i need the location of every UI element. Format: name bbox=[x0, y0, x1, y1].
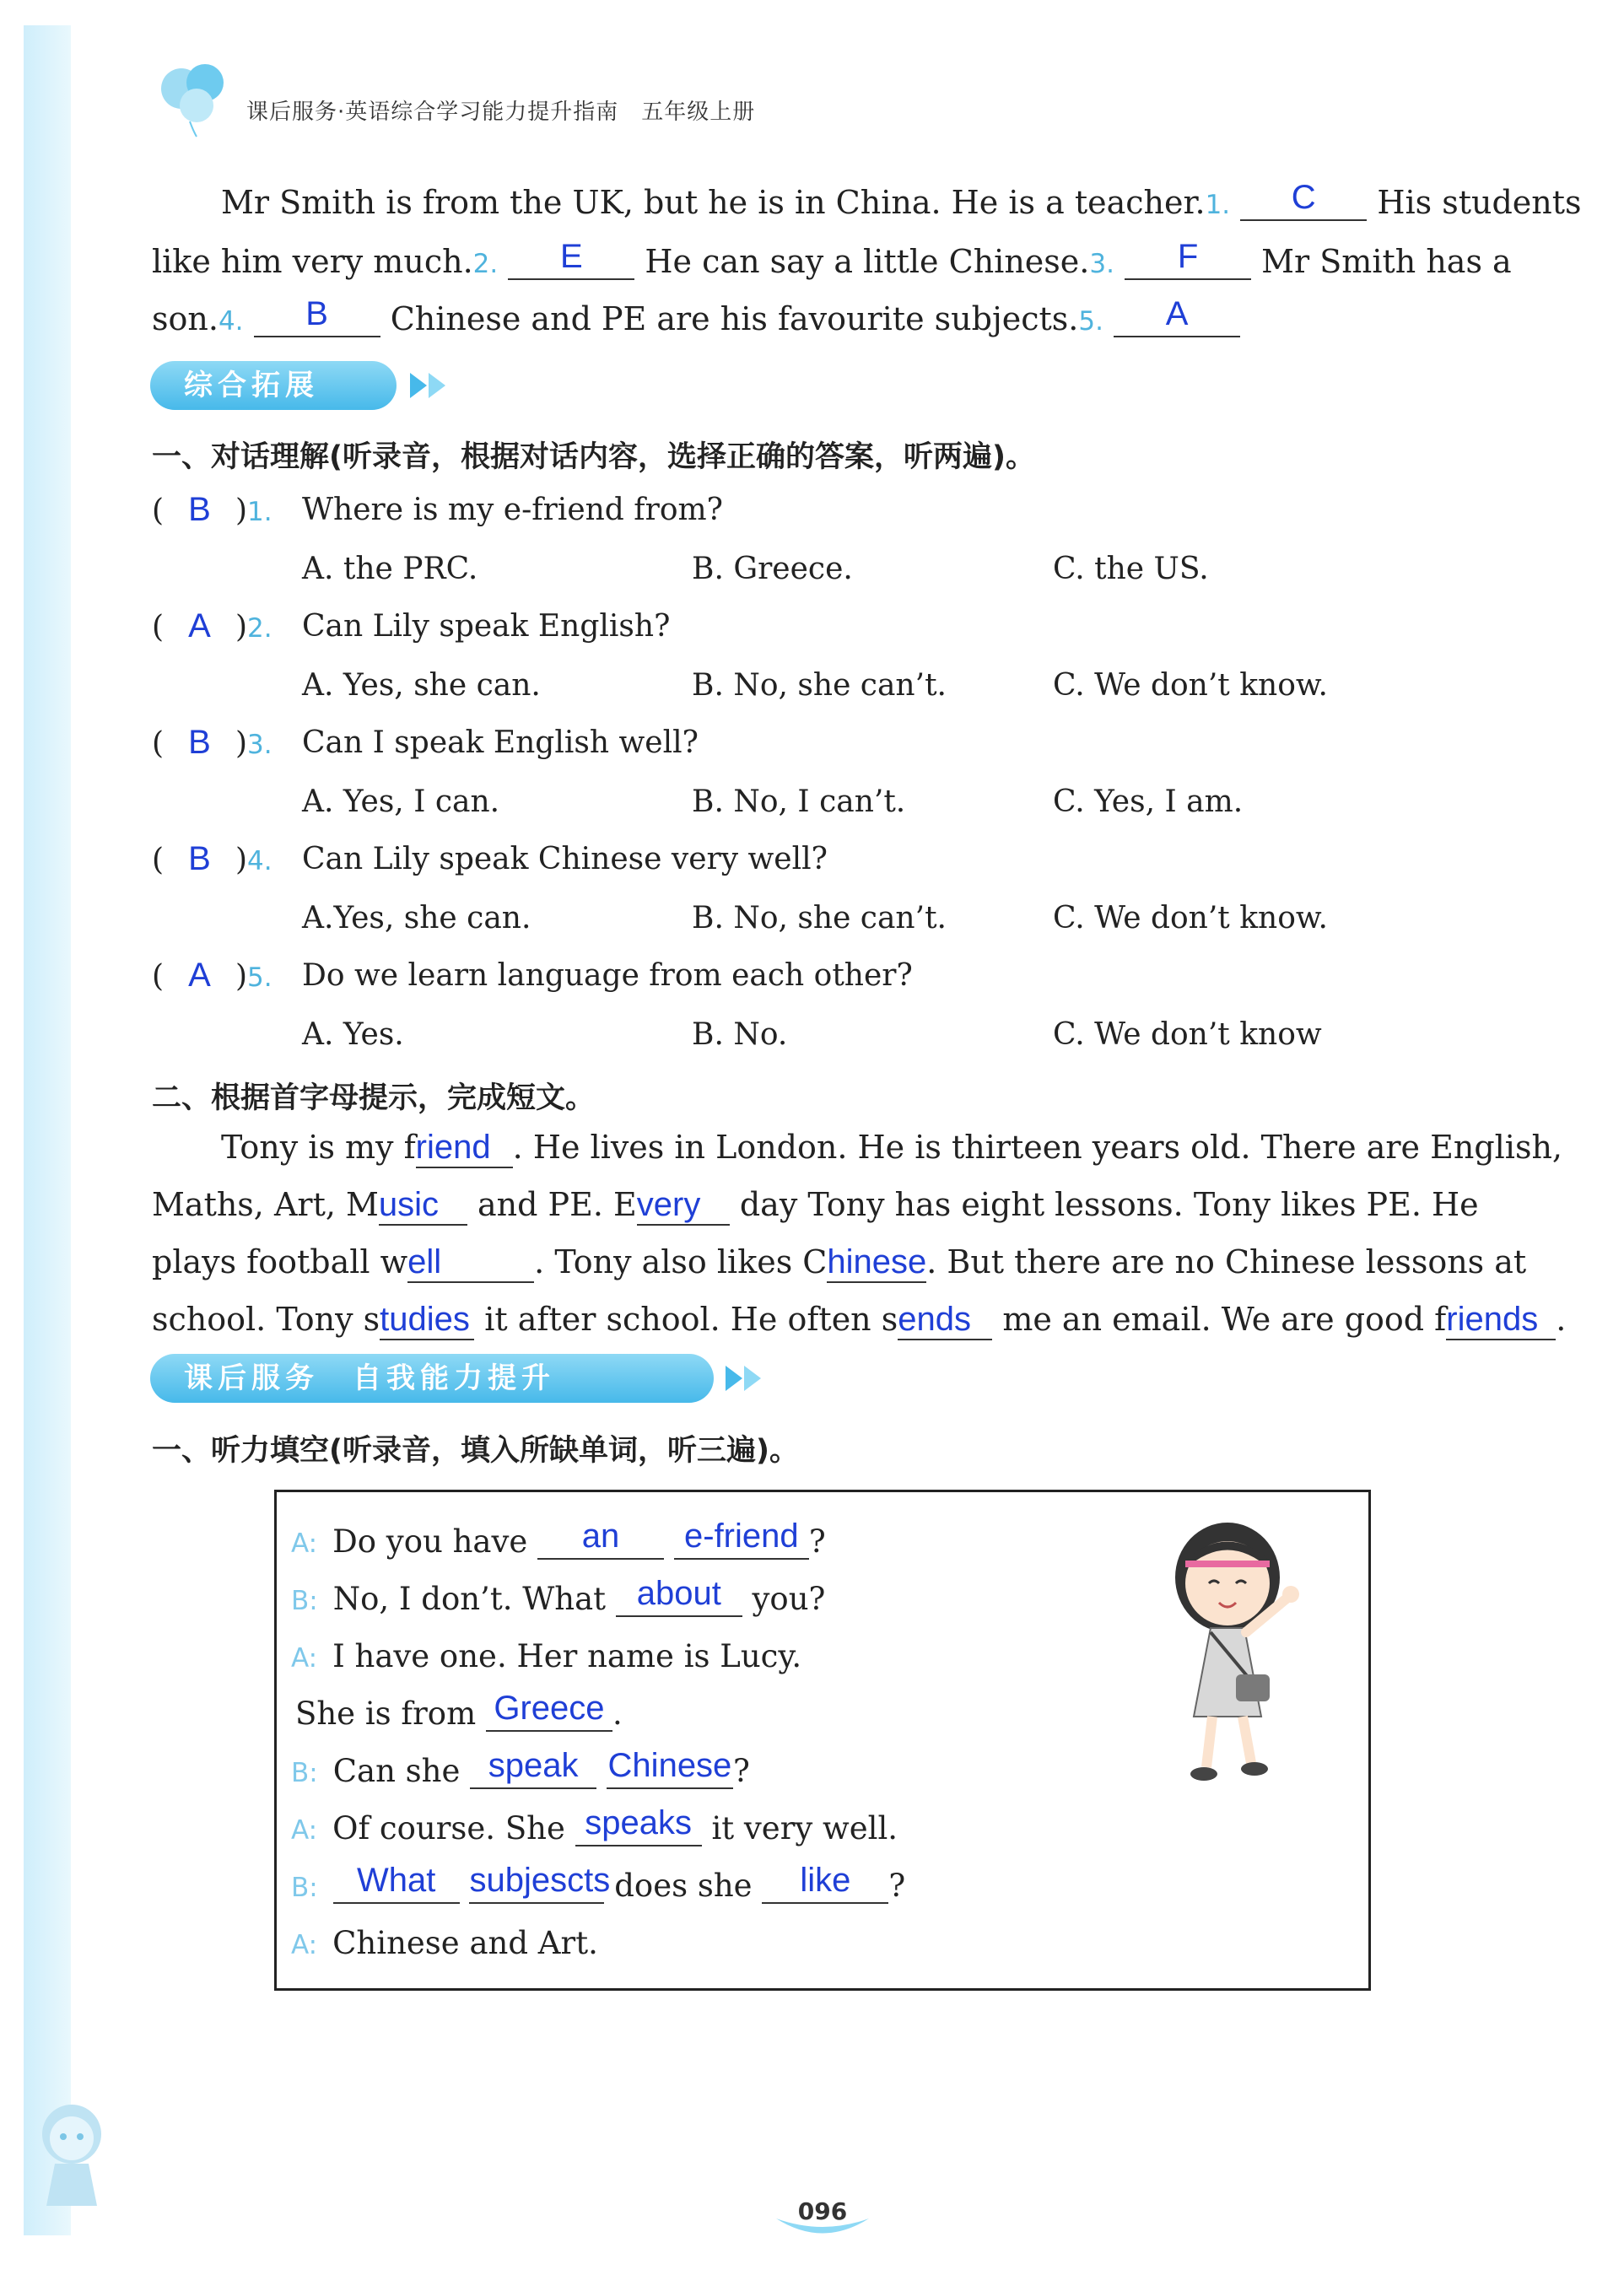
dialog-line-3: A: I have one. Her name is Lucy. bbox=[291, 1638, 802, 1674]
dialog-line-1: A: Do you have an e-friend ? bbox=[291, 1518, 826, 1560]
dialog-line-6: A: Of course. She speaks it very well. bbox=[291, 1804, 898, 1846]
section-banner-after-school: 课后服务 自我能力提升 bbox=[150, 1354, 714, 1403]
balloons-icon bbox=[156, 59, 240, 139]
passage1-line2: like him very much.2. E He can say a little Chinese.3. F Mr Smith has a bbox=[152, 238, 1512, 280]
header-title: 课后服务·英语综合学习能力提升指南 五年级上册 bbox=[246, 100, 756, 125]
section2-heading: 二、根据首字母提示，完成短文。 bbox=[152, 1081, 596, 1115]
answer-4: B bbox=[305, 295, 328, 332]
page-number: 096 bbox=[797, 2197, 848, 2225]
section-banner-comprehensive: 综合拓展 bbox=[150, 361, 397, 410]
answer-1: C bbox=[1291, 179, 1316, 216]
answer-5: A bbox=[1165, 295, 1189, 332]
left-decorative-strip bbox=[24, 25, 71, 2235]
dialog-line-7: B: What subjescts does she like ? bbox=[291, 1862, 906, 1904]
passage1-line1: Mr Smith is from the UK, but he is in China. He is a teacher.1. C His students bbox=[221, 179, 1582, 221]
cloze-line2: Maths, Art, Music and PE. Every day Tony has eight lessons. Tony likes PE. He bbox=[152, 1186, 1479, 1226]
dialog-line-8: A: Chinese and Art. bbox=[291, 1925, 598, 1961]
cloze-line3: plays football well . Tony also likes Chinese. But there are no Chinese lessons at bbox=[152, 1243, 1526, 1283]
cloze-line4: school. Tony studies it after school. He often sends me an email. We are good friends . bbox=[152, 1301, 1566, 1340]
dialog-line-4: She is from Greece . bbox=[295, 1690, 623, 1732]
section3-heading: 一、听力填空(听录音，填入所缺单词，听三遍)。 bbox=[152, 1434, 799, 1468]
double-arrow-icon bbox=[408, 371, 451, 400]
boy-cartoon-icon bbox=[25, 2096, 127, 2223]
cloze-line1: Tony is my friend . He lives in London. He is thirteen years old. There are English, bbox=[221, 1129, 1562, 1168]
girl-illustration bbox=[1152, 1514, 1320, 1793]
double-arrow-icon bbox=[724, 1364, 766, 1393]
section1-heading: 一、对话理解(听录音，根据对话内容，选择正确的答案，听两遍)。 bbox=[152, 440, 1035, 474]
dialog-line-5: B: Can she speak Chinese? bbox=[291, 1747, 750, 1789]
dialog-line-2: B: No, I don’t. What about you? bbox=[291, 1575, 826, 1617]
answer-2: E bbox=[559, 238, 583, 275]
passage1-line3: son.4. B Chinese and PE are his favourite subjects.5. A bbox=[152, 300, 1240, 337]
answer-3: F bbox=[1177, 238, 1199, 275]
